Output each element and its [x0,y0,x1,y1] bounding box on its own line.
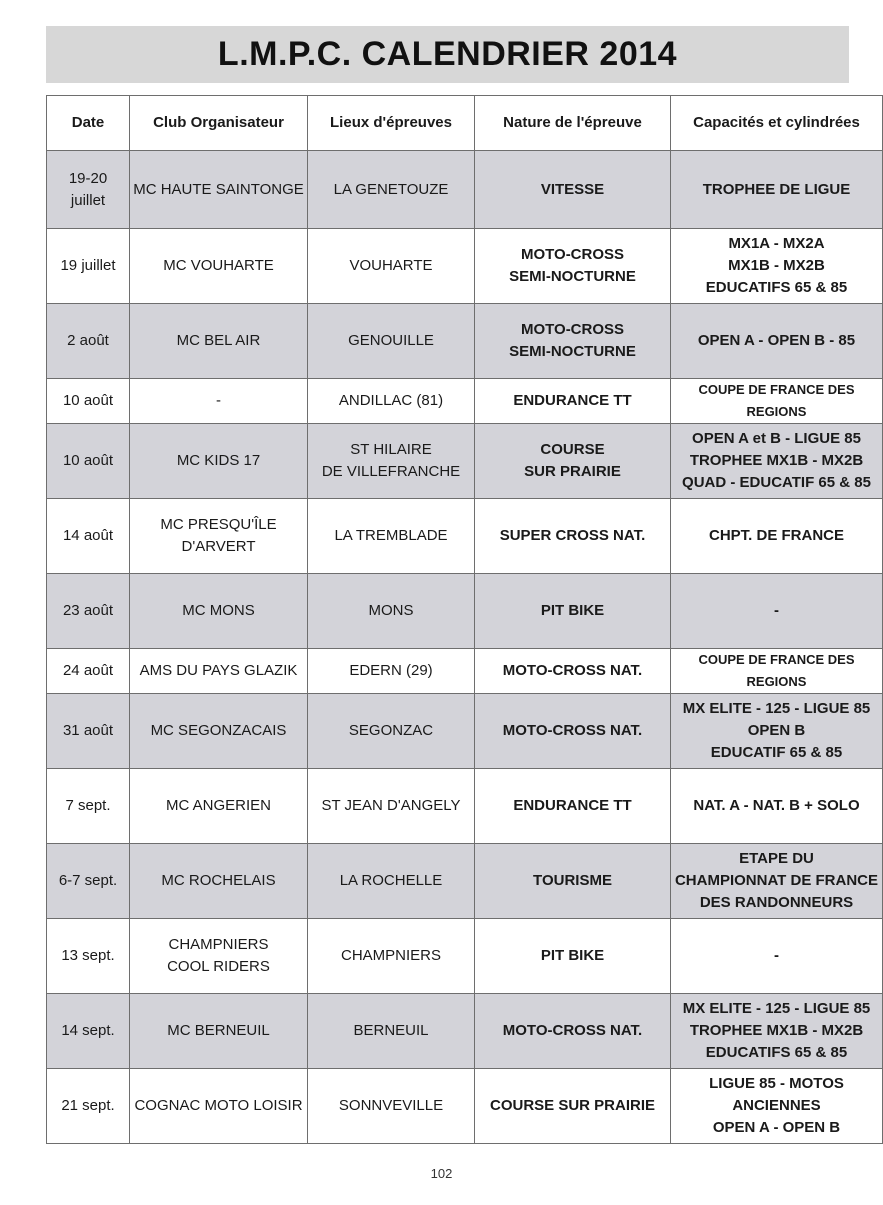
cell-club [130,424,308,499]
cell-line: 10 août [62,392,114,409]
cell-line: 2 août [67,332,109,349]
cell-line: COUPE DE FRANCE DES REGIONS [698,382,855,419]
cell-line: COUPE DE FRANCE DES REGIONS [698,652,855,689]
cell-line: ENDURANCE TT [513,797,632,814]
cell-capacites [671,844,883,919]
cell-date [47,304,130,379]
cell-line: PIT BIKE [540,602,605,619]
header-nature: Nature de l'épreuve [475,96,671,151]
cell-nature [475,844,671,919]
cell-date [47,994,130,1069]
cell-line: OPEN A - OPEN B - 85 [697,332,856,349]
table-row [47,649,883,694]
header-row [47,96,883,151]
table-row [47,844,883,919]
cell-line: D'ARVERT [181,538,256,555]
calendar-table [46,95,883,1144]
cell-line: 6-7 sept. [58,872,118,889]
cell-line: EDUCATIFS 65 & 85 [705,1044,848,1061]
cell-date [47,574,130,649]
cell-date [47,649,130,694]
cell-line: EDERN (29) [349,662,433,679]
page-title: L.M.P.C. CALENDRIER 2014 [217,35,678,73]
cell-line: ST JEAN D'ANGELY [321,797,461,814]
cell-line: MX1A - MX2A [728,235,825,252]
cell-line: ETAPE DU [739,850,814,867]
cell-line: 10 août [62,452,114,469]
cell-line: OPEN A et B - LIGUE 85 [692,430,861,447]
cell-club [130,574,308,649]
cell-nature [475,499,671,574]
cell-lieu [308,151,475,229]
cell-line: MC SEGONZACAIS [150,722,287,739]
cell-lieu [308,499,475,574]
cell-line: BERNEUIL [353,1022,429,1039]
cell-club [130,304,308,379]
cell-line: MOTO-CROSS [520,246,625,263]
cell-line: MC ROCHELAIS [161,872,276,889]
cell-line: CHAMPNIERS [168,936,269,953]
cell-lieu [308,769,475,844]
cell-line: EDUCATIF 65 & 85 [710,744,843,761]
title-banner [46,26,849,83]
cell-club [130,379,308,424]
cell-capacites [671,694,883,769]
cell-lieu [308,844,475,919]
cell-nature [475,694,671,769]
cell-line: COOL RIDERS [167,958,270,975]
cell-club [130,229,308,304]
table-row [47,919,883,994]
table-row [47,994,883,1069]
cell-line: VITESSE [540,180,605,198]
cell-line: 19-20 [68,169,108,187]
cell-line: COGNAC MOTO LOISIR [134,1097,303,1114]
cell-club [130,499,308,574]
cell-line: DE VILLEFRANCHE [321,463,461,480]
cell-line: QUAD - EDUCATIF 65 & 85 [682,474,871,491]
cell-capacites [671,229,883,304]
cell-line: TOURISME [533,872,612,889]
cell-club [130,1069,308,1144]
cell-line: 31 août [62,722,114,739]
cell-line: MC KIDS 17 [176,452,261,469]
cell-lieu [308,379,475,424]
calendar-body [47,151,883,1144]
cell-lieu [308,694,475,769]
cell-line: COURSE [540,441,605,458]
cell-date [47,229,130,304]
cell-line: MONS [368,602,414,619]
cell-line: 13 sept. [61,947,115,964]
cell-nature [475,919,671,994]
cell-line: DES RANDONNEURS [699,894,854,911]
cell-line: MC PRESQU'ÎLE [160,516,277,533]
cell-line: LIGUE 85 - MOTOS ANCIENNES [709,1075,844,1114]
cell-nature [475,769,671,844]
cell-line: 21 sept. [61,1097,115,1114]
cell-nature [475,574,671,649]
cell-nature [475,1069,671,1144]
cell-nature [475,151,671,229]
table-row [47,574,883,649]
cell-line: TROPHEE MX1B - MX2B [689,452,864,469]
header-lieux: Lieux d'épreuves [308,96,475,151]
cell-lieu [308,649,475,694]
cell-line: SUR PRAIRIE [524,463,621,480]
cell-lieu [308,919,475,994]
cell-line: ENDURANCE TT [513,392,632,409]
cell-capacites [671,649,883,694]
cell-line: SONNVEVILLE [338,1097,444,1114]
cell-line: MX ELITE - 125 - LIGUE 85 [682,1000,871,1017]
cell-line: VOUHARTE [349,257,433,274]
cell-lieu [308,229,475,304]
cell-line: - [774,947,779,964]
cell-line: TROPHEE MX1B - MX2B [689,1022,864,1039]
cell-club [130,994,308,1069]
cell-capacites [671,574,883,649]
cell-club [130,694,308,769]
cell-lieu [308,1069,475,1144]
cell-club [130,151,308,229]
cell-club [130,919,308,994]
cell-nature [475,379,671,424]
cell-capacites [671,379,883,424]
cell-line: MC MONS [182,602,255,619]
table-row [47,499,883,574]
cell-club [130,844,308,919]
cell-line: PIT BIKE [540,947,605,964]
cell-line: 19 juillet [60,257,116,274]
cell-line: 23 août [62,602,114,619]
table-row [47,694,883,769]
table-row [47,304,883,379]
cell-line: AMS DU PAYS GLAZIK [139,662,298,679]
cell-line: SEMI-NOCTURNE [509,343,636,360]
cell-club [130,649,308,694]
cell-line: TROPHEE DE LIGUE [702,180,851,198]
cell-line: - [774,602,779,619]
header-club: Club Organisateur [130,96,308,151]
cell-capacites [671,769,883,844]
cell-line: MOTO-CROSS NAT. [502,1022,643,1039]
cell-nature [475,304,671,379]
cell-club [130,769,308,844]
cell-date [47,424,130,499]
cell-line: OPEN B [747,722,806,739]
cell-lieu [308,424,475,499]
cell-line: ST HILAIRE [350,441,432,458]
cell-line: 7 sept. [65,797,111,814]
cell-nature [475,424,671,499]
cell-line: MC BERNEUIL [167,1022,270,1039]
cell-capacites [671,424,883,499]
table-row [47,424,883,499]
cell-capacites [671,151,883,229]
cell-date [47,694,130,769]
page-number: 102 [430,1166,453,1181]
cell-line: 14 août [62,527,114,544]
table-row [47,151,883,229]
cell-date [47,1069,130,1144]
cell-line: MOTO-CROSS NAT. [502,662,643,679]
cell-line: EDUCATIFS 65 & 85 [705,279,848,296]
cell-line: SEGONZAC [348,722,434,739]
cell-line: LA ROCHELLE [339,872,443,889]
cell-lieu [308,994,475,1069]
cell-capacites [671,919,883,994]
cell-date [47,844,130,919]
cell-line: MX1B - MX2B [728,257,825,274]
cell-line: juillet [70,191,106,209]
cell-nature [475,229,671,304]
cell-line: MC ANGERIEN [165,797,271,814]
cell-nature [475,994,671,1069]
cell-line: MX ELITE - 125 - LIGUE 85 [682,700,871,717]
table-row [47,1069,883,1144]
cell-line: CHPT. DE FRANCE [708,527,844,544]
cell-line: CHAMPNIERS [340,947,441,964]
cell-capacites [671,1069,883,1144]
cell-line: MC HAUTE SAINTONGE [133,180,304,198]
cell-capacites [671,994,883,1069]
cell-line: NAT. A - NAT. B + SOLO [693,797,860,814]
cell-line: LA TREMBLADE [334,527,448,544]
cell-line: CHAMPIONNAT DE FRANCE [674,872,879,889]
cell-date [47,919,130,994]
cell-nature [475,649,671,694]
cell-date [47,151,130,229]
header-date: Date [47,96,130,151]
cell-line: 24 août [62,662,114,679]
header-capacites: Capacités et cylindrées [671,96,883,151]
cell-lieu [308,574,475,649]
cell-line: LA GENETOUZE [333,180,449,198]
cell-date [47,499,130,574]
cell-line: COURSE SUR PRAIRIE [489,1097,656,1114]
cell-date [47,769,130,844]
cell-lieu [308,304,475,379]
cell-date [47,379,130,424]
cell-capacites [671,499,883,574]
cell-line: MC BEL AIR [176,332,261,349]
cell-line: MC VOUHARTE [163,257,274,274]
table-row [47,769,883,844]
cell-capacites [671,304,883,379]
cell-line: MOTO-CROSS NAT. [502,722,643,739]
cell-line: OPEN A - OPEN B [712,1119,841,1136]
table-row [47,229,883,304]
cell-line: - [216,392,221,409]
cell-line: ANDILLAC (81) [338,392,444,409]
table-row [47,379,883,424]
cell-line: GENOUILLE [348,332,434,349]
cell-line: SEMI-NOCTURNE [509,268,636,285]
cell-line: 14 sept. [61,1022,115,1039]
cell-line: MOTO-CROSS [520,321,625,338]
cell-line: SUPER CROSS NAT. [499,527,646,544]
